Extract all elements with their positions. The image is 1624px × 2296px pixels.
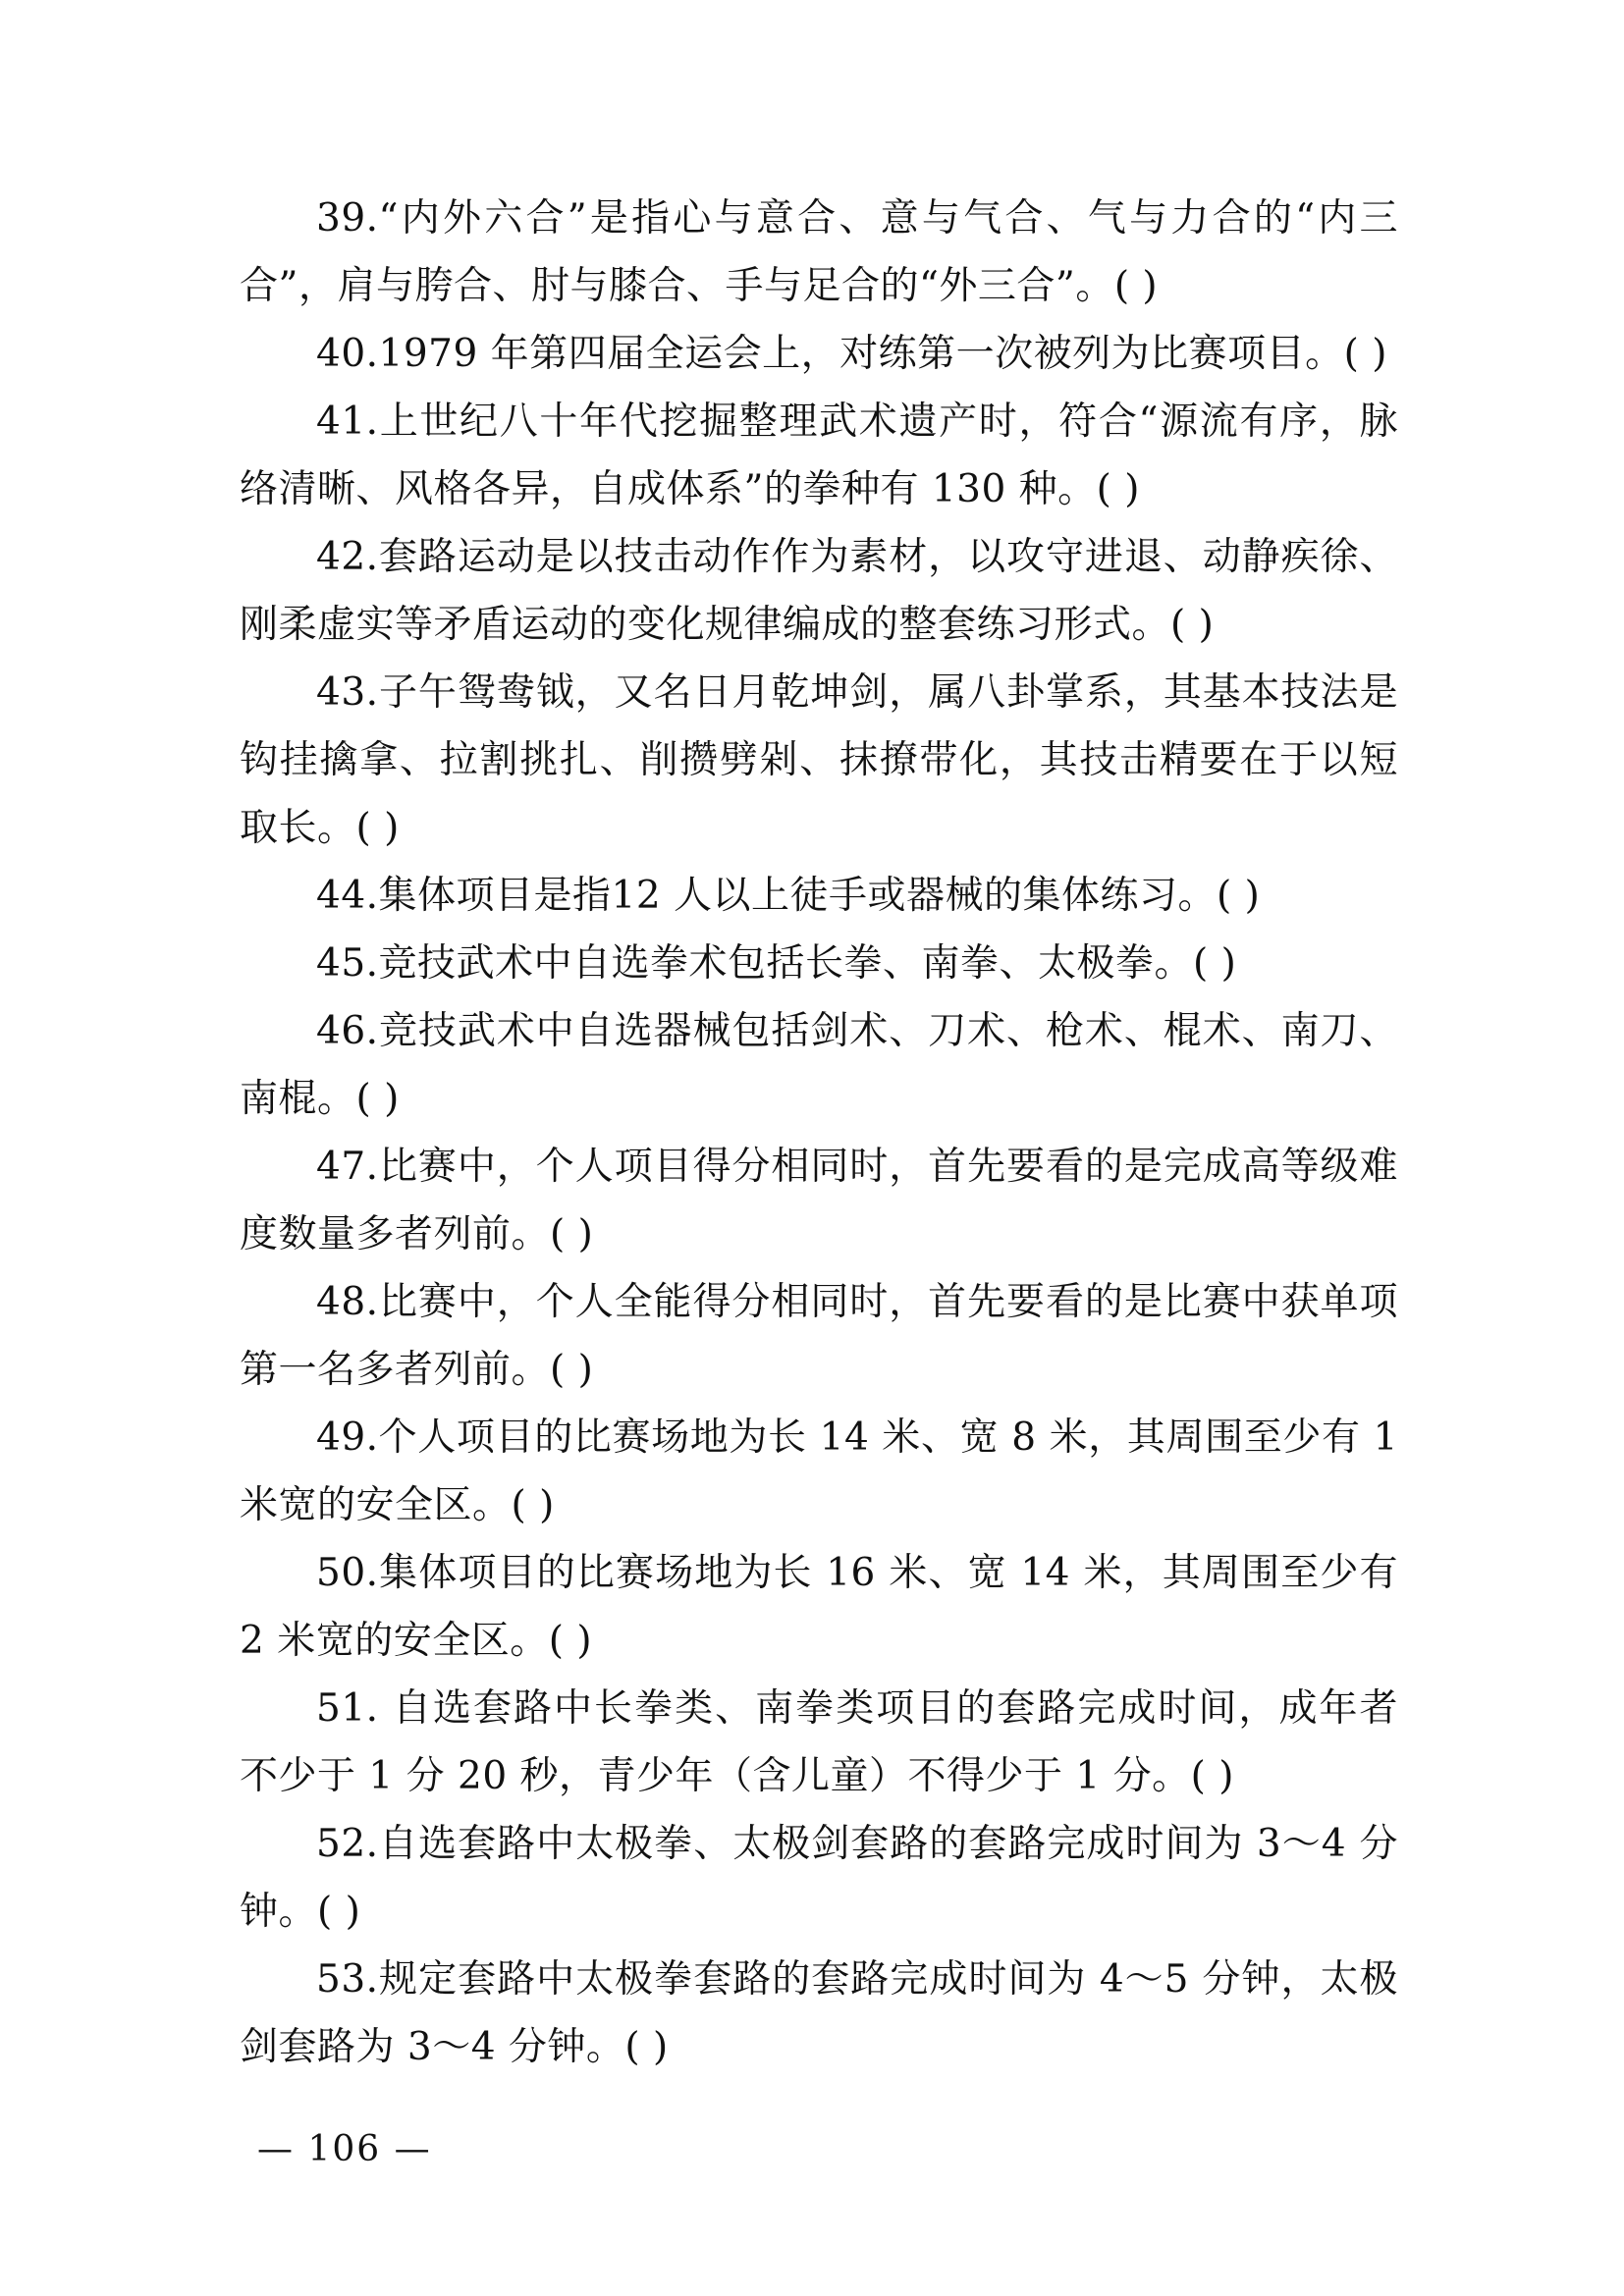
- question-50: 50.集体项目的比赛场地为长 16 米、宽 14 米，其周围至少有 2 米宽的安全区。( ): [240, 1551, 1398, 1663]
- page-number: — 106 —: [257, 2129, 432, 2169]
- question-47: 47.比赛中，个人项目得分相同时，首先要看的是完成高等级难度数量多者列前。( ): [240, 1145, 1398, 1256]
- question-39: 39.“内外六合”是指心与意合、意与气合、气与力合的“内三合”，肩与胯合、肘与膝合、手与足合的“外三合”。( ): [240, 196, 1398, 308]
- question-45: 45.竞技武术中自选拳术包括长拳、南拳、太极拳。( ): [316, 941, 1237, 986]
- question-52: 52.自选套路中太极拳、太极剑套路的套路完成时间为 3～4 分钟。( ): [240, 1822, 1398, 1934]
- question-51: 51. 自选套路中长拳类、南拳类项目的套路完成时间，成年者不少于 1 分 20 秒，青少年（含儿童）不得少于 1 分。( ): [240, 1686, 1398, 1798]
- question-49: 49.个人项目的比赛场地为长 14 米、宽 8 米，其周围至少有 1 米宽的安全区。( ): [240, 1415, 1398, 1527]
- question-46: 46.竞技武术中自选器械包括剑术、刀术、枪术、棍术、南刀、南棍。( ): [240, 1009, 1398, 1121]
- question-41: 41.上世纪八十年代挖掘整理武术遗产时，符合“源流有序，脉络清晰、风格各异，自成体系”的拳种有 130 种。( ): [240, 400, 1398, 511]
- question-48: 48.比赛中，个人全能得分相同时，首先要看的是比赛中获单项第一名多者列前。( ): [240, 1280, 1398, 1392]
- question-42: 42.套路运动是以技击动作作为素材，以攻守进退、动静疾徐、刚柔虚实等矛盾运动的变化规律编成的整套练习形式。( ): [240, 535, 1398, 647]
- question-43: 43.子午鸳鸯钺，又名日月乾坤剑，属八卦掌系，其基本技法是钩挂擒拿、拉割挑扎、削攒劈剁、抹撩带化，其技击精要在于以短取长。( ): [240, 670, 1398, 850]
- question-53: 53.规定套路中太极拳套路的套路完成时间为 4～5 分钟，太极剑套路为 3～4 分钟。( ): [240, 1957, 1398, 2069]
- question-44: 44.集体项目是指12 人以上徒手或器械的集体练习。( ): [316, 874, 1261, 918]
- question-40: 40.1979 年第四届全运会上，对练第一次被列为比赛项目。( ): [316, 332, 1388, 376]
- question-list: [240, 185, 1398, 2081]
